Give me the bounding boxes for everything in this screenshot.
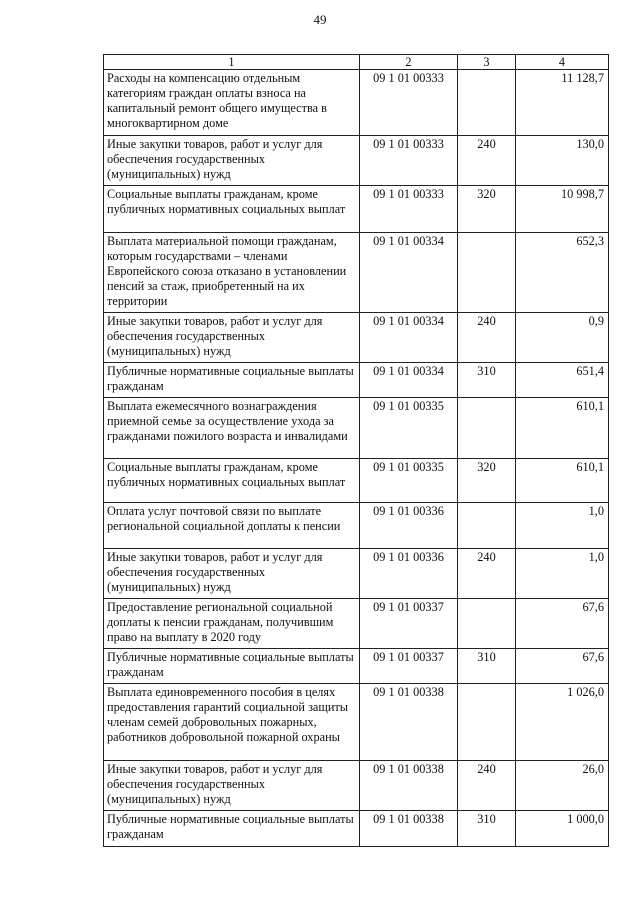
row-code: 09 1 01 00334 <box>360 363 458 398</box>
row-code: 09 1 01 00336 <box>360 549 458 599</box>
row-type: 310 <box>458 811 516 847</box>
table-row <box>104 549 609 599</box>
header-row <box>104 55 609 70</box>
row-code: 09 1 01 00335 <box>360 459 458 503</box>
row-type: 310 <box>458 363 516 398</box>
row-type: 240 <box>458 313 516 363</box>
row-name: Выплата единовременного пособия в целях предоставления гарантий социальной защиты членам семей добровольных пожарных, работников добровольной пожарной охраны <box>104 684 360 761</box>
row-type <box>458 503 516 549</box>
row-code: 09 1 01 00334 <box>360 313 458 363</box>
row-code: 09 1 01 00338 <box>360 684 458 761</box>
row-code: 09 1 01 00333 <box>360 186 458 233</box>
row-code: 09 1 01 00335 <box>360 398 458 459</box>
header-col-1: 1 <box>104 55 360 70</box>
row-sum: 1 000,0 <box>516 811 609 847</box>
row-type: 240 <box>458 549 516 599</box>
row-sum: 67,6 <box>516 649 609 684</box>
row-code: 09 1 01 00334 <box>360 233 458 313</box>
header-col-3: 3 <box>458 55 516 70</box>
row-type <box>458 233 516 313</box>
row-sum: 26,0 <box>516 761 609 811</box>
table-row <box>104 459 609 503</box>
header-col-4: 4 <box>516 55 609 70</box>
row-code: 09 1 01 00337 <box>360 599 458 649</box>
row-name: Публичные нормативные социальные выплаты гражданам <box>104 649 360 684</box>
row-type: 310 <box>458 649 516 684</box>
table-row <box>104 363 609 398</box>
table-row <box>104 398 609 459</box>
row-name: Социальные выплаты гражданам, кроме публичных нормативных социальных выплат <box>104 186 360 233</box>
table-row <box>104 684 609 761</box>
row-sum: 610,1 <box>516 398 609 459</box>
row-name: Выплата ежемесячного вознаграждения приемной семье за осуществление ухода за гражданами пожилого возраста и инвалидами <box>104 398 360 459</box>
row-sum: 1,0 <box>516 549 609 599</box>
row-type: 240 <box>458 761 516 811</box>
header-col-2: 2 <box>360 55 458 70</box>
row-type <box>458 684 516 761</box>
row-type <box>458 599 516 649</box>
table-row <box>104 761 609 811</box>
row-name: Иные закупки товаров, работ и услуг для обеспечения государственных (муниципальных) нужд <box>104 761 360 811</box>
row-sum: 11 128,7 <box>516 70 609 136</box>
row-sum: 10 998,7 <box>516 186 609 233</box>
budget-table <box>103 54 609 847</box>
row-type <box>458 398 516 459</box>
table-row <box>104 313 609 363</box>
row-name: Социальные выплаты гражданам, кроме публичных нормативных социальных выплат <box>104 459 360 503</box>
table-row <box>104 811 609 847</box>
page-number: 49 <box>313 12 327 27</box>
row-code: 09 1 01 00338 <box>360 761 458 811</box>
row-sum: 652,3 <box>516 233 609 313</box>
row-code: 09 1 01 00336 <box>360 503 458 549</box>
row-name: Публичные нормативные социальные выплаты гражданам <box>104 811 360 847</box>
table-row <box>104 233 609 313</box>
table-body <box>104 70 609 847</box>
row-sum: 651,4 <box>516 363 609 398</box>
table-row <box>104 186 609 233</box>
row-name: Расходы на компенсацию отдельным категориям граждан оплаты взноса на капитальный ремонт общего имущества в многоквартирном доме <box>104 70 360 136</box>
row-type <box>458 70 516 136</box>
row-sum: 130,0 <box>516 136 609 186</box>
table-row <box>104 136 609 186</box>
row-name: Предоставление региональной социальной доплаты к пенсии гражданам, получившим право на выплату в 2020 году <box>104 599 360 649</box>
row-type: 320 <box>458 186 516 233</box>
row-sum: 67,6 <box>516 599 609 649</box>
table-row <box>104 649 609 684</box>
table-row <box>104 70 609 136</box>
row-sum: 1 026,0 <box>516 684 609 761</box>
row-code: 09 1 01 00338 <box>360 811 458 847</box>
row-code: 09 1 01 00337 <box>360 649 458 684</box>
row-name: Выплата материальной помощи гражданам, которым государствами – членами Европейского союза отказано в установлении пенсий за стаж, приобретенный на их территории <box>104 233 360 313</box>
table-row <box>104 599 609 649</box>
row-name: Иные закупки товаров, работ и услуг для обеспечения государственных (муниципальных) нужд <box>104 313 360 363</box>
row-name: Оплата услуг почтовой связи по выплате региональной социальной доплаты к пенсии <box>104 503 360 549</box>
row-code: 09 1 01 00333 <box>360 70 458 136</box>
row-sum: 0,9 <box>516 313 609 363</box>
table-row <box>104 503 609 549</box>
row-sum: 610,1 <box>516 459 609 503</box>
row-name: Публичные нормативные социальные выплаты гражданам <box>104 363 360 398</box>
row-type: 240 <box>458 136 516 186</box>
row-code: 09 1 01 00333 <box>360 136 458 186</box>
row-type: 320 <box>458 459 516 503</box>
row-sum: 1,0 <box>516 503 609 549</box>
row-name: Иные закупки товаров, работ и услуг для обеспечения государственных (муниципальных) нужд <box>104 136 360 186</box>
row-name: Иные закупки товаров, работ и услуг для обеспечения государственных (муниципальных) нужд <box>104 549 360 599</box>
